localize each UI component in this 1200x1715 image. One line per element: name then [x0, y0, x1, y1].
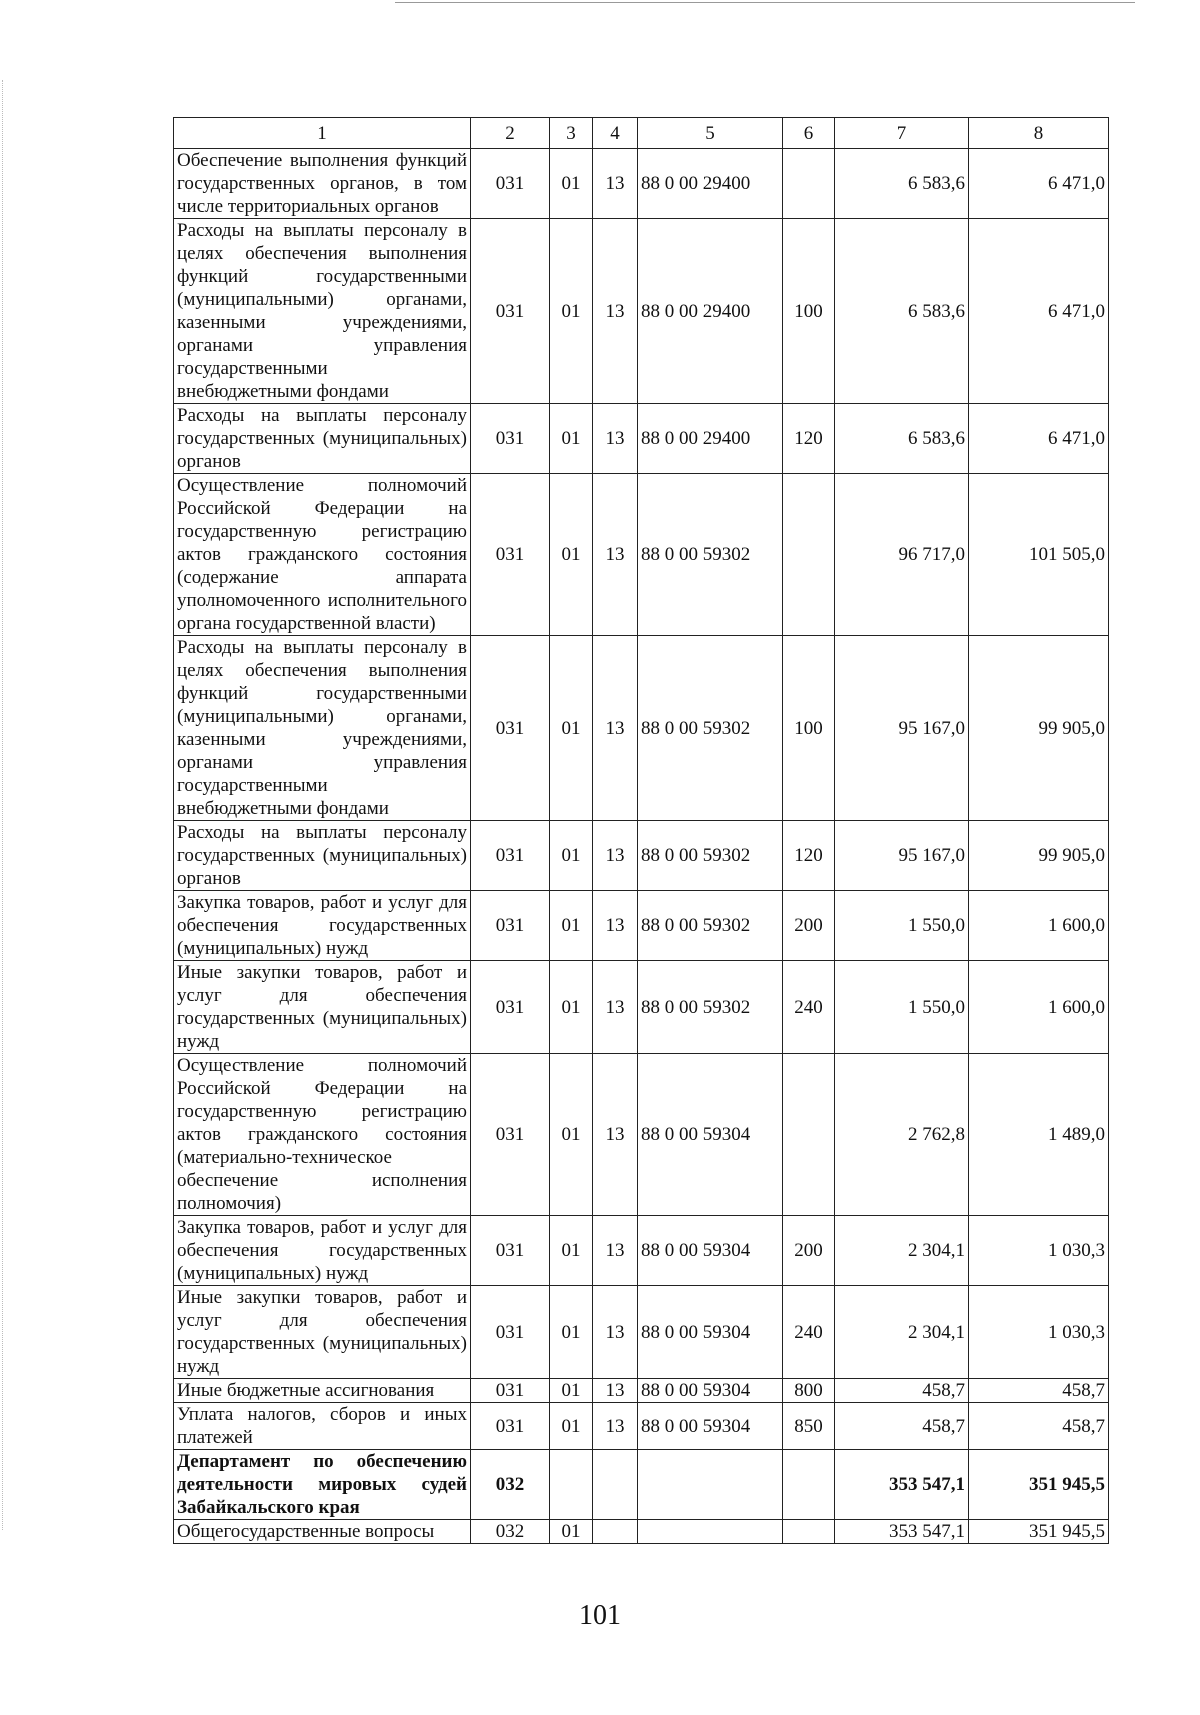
row-amount-year1: 458,7 — [835, 1379, 969, 1403]
row-subsection-code: 13 — [593, 404, 638, 474]
row-expense-type: 100 — [783, 636, 835, 821]
row-subsection-code: 13 — [593, 961, 638, 1054]
table-row — [174, 961, 1109, 1054]
row-amount-year1: 6 583,6 — [835, 404, 969, 474]
row-amount-year1: 2 304,1 — [835, 1216, 969, 1286]
row-subsection-code: 13 — [593, 1286, 638, 1379]
row-section-code: 01 — [550, 636, 593, 821]
row-expense-type — [783, 474, 835, 636]
table-body — [174, 149, 1109, 1544]
row-expense-type: 240 — [783, 961, 835, 1054]
row-section-code — [550, 1450, 593, 1520]
row-section-code: 01 — [550, 219, 593, 404]
header-col-1: 1 — [174, 118, 471, 149]
row-target-article: 88 0 00 59304 — [638, 1286, 783, 1379]
row-target-article: 88 0 00 59302 — [638, 891, 783, 961]
header-col-2: 2 — [471, 118, 550, 149]
table-row — [174, 821, 1109, 891]
row-admin-code: 031 — [471, 636, 550, 821]
row-target-article: 88 0 00 59302 — [638, 821, 783, 891]
row-section-code: 01 — [550, 1286, 593, 1379]
row-admin-code: 031 — [471, 474, 550, 636]
row-section-code: 01 — [550, 821, 593, 891]
row-target-article: 88 0 00 59302 — [638, 961, 783, 1054]
row-section-code: 01 — [550, 474, 593, 636]
row-target-article: 88 0 00 59304 — [638, 1379, 783, 1403]
row-admin-code: 031 — [471, 404, 550, 474]
row-amount-year1: 6 583,6 — [835, 149, 969, 219]
row-name-cell: Осуществление полномочий Российской Федерации на государственную регистрацию актов гражданского состояния (содержание аппарата уполномоченного исполнительного органа государственной власти) — [174, 474, 471, 636]
table-row — [174, 1054, 1109, 1216]
row-amount-year1: 458,7 — [835, 1403, 969, 1450]
row-name-cell: Общегосударственные вопросы — [174, 1520, 471, 1544]
row-expense-type: 200 — [783, 1216, 835, 1286]
header-col-8: 8 — [969, 118, 1109, 149]
row-amount-year1: 2 762,8 — [835, 1054, 969, 1216]
row-name-cell: Осуществление полномочий Российской Федерации на государственную регистрацию актов гражданского состояния (материально-техническое обеспечение исполнения полномочия) — [174, 1054, 471, 1216]
row-subsection-code — [593, 1450, 638, 1520]
row-target-article: 88 0 00 29400 — [638, 219, 783, 404]
row-name-cell: Департамент по обеспечению деятельности мировых судей Забайкальского края — [174, 1450, 471, 1520]
row-admin-code: 031 — [471, 219, 550, 404]
row-subsection-code: 13 — [593, 1379, 638, 1403]
row-target-article — [638, 1450, 783, 1520]
row-subsection-code: 13 — [593, 474, 638, 636]
row-subsection-code: 13 — [593, 219, 638, 404]
row-expense-type — [783, 1520, 835, 1544]
row-target-article: 88 0 00 59304 — [638, 1403, 783, 1450]
row-amount-year2: 351 945,5 — [969, 1520, 1109, 1544]
table-row — [174, 1379, 1109, 1403]
table-row — [174, 1286, 1109, 1379]
row-subsection-code: 13 — [593, 891, 638, 961]
row-amount-year1: 95 167,0 — [835, 821, 969, 891]
row-name-cell: Закупка товаров, работ и услуг для обеспечения государственных (муниципальных) нужд — [174, 1216, 471, 1286]
row-subsection-code: 13 — [593, 636, 638, 821]
table-row — [174, 1403, 1109, 1450]
row-expense-type: 200 — [783, 891, 835, 961]
row-name-cell: Расходы на выплаты персоналу в целях обеспечения выполнения функций государственными (муниципальными) органами, казенными учреждениями, органами управления государственными внебюджетными фондами — [174, 636, 471, 821]
row-expense-type — [783, 1054, 835, 1216]
row-amount-year2: 6 471,0 — [969, 149, 1109, 219]
row-expense-type: 850 — [783, 1403, 835, 1450]
row-amount-year2: 6 471,0 — [969, 404, 1109, 474]
budget-table — [173, 117, 1109, 1544]
row-name-cell: Иные бюджетные ассигнования — [174, 1379, 471, 1403]
table-row — [174, 149, 1109, 219]
table-row — [174, 1450, 1109, 1520]
row-name-cell: Уплата налогов, сборов и иных платежей — [174, 1403, 471, 1450]
row-admin-code: 032 — [471, 1450, 550, 1520]
row-amount-year2: 101 505,0 — [969, 474, 1109, 636]
row-admin-code: 031 — [471, 1216, 550, 1286]
header-col-6: 6 — [783, 118, 835, 149]
row-amount-year2: 99 905,0 — [969, 636, 1109, 821]
row-admin-code: 031 — [471, 1403, 550, 1450]
table-row — [174, 474, 1109, 636]
row-expense-type: 240 — [783, 1286, 835, 1379]
table-row — [174, 636, 1109, 821]
row-subsection-code — [593, 1520, 638, 1544]
page-number: 101 — [579, 1600, 621, 1631]
row-admin-code: 031 — [471, 1054, 550, 1216]
row-amount-year1: 1 550,0 — [835, 891, 969, 961]
table-row — [174, 1520, 1109, 1544]
scan-margin-mark — [2, 80, 3, 1530]
row-amount-year1: 353 547,1 — [835, 1520, 969, 1544]
row-amount-year1: 353 547,1 — [835, 1450, 969, 1520]
row-amount-year1: 96 717,0 — [835, 474, 969, 636]
row-expense-type: 100 — [783, 219, 835, 404]
row-admin-code: 031 — [471, 1379, 550, 1403]
row-name-cell: Иные закупки товаров, работ и услуг для обеспечения государственных (муниципальных) нужд — [174, 1286, 471, 1379]
table-row — [174, 219, 1109, 404]
header-col-7: 7 — [835, 118, 969, 149]
row-name-cell: Расходы на выплаты персоналу государственных (муниципальных) органов — [174, 821, 471, 891]
row-target-article: 88 0 00 59304 — [638, 1216, 783, 1286]
row-target-article: 88 0 00 29400 — [638, 404, 783, 474]
row-name-cell: Обеспечение выполнения функций государственных органов, в том числе территориальных органов — [174, 149, 471, 219]
row-amount-year2: 1 030,3 — [969, 1286, 1109, 1379]
row-admin-code: 032 — [471, 1520, 550, 1544]
row-amount-year2: 458,7 — [969, 1379, 1109, 1403]
row-section-code: 01 — [550, 1520, 593, 1544]
row-subsection-code: 13 — [593, 1403, 638, 1450]
row-amount-year2: 1 600,0 — [969, 961, 1109, 1054]
table-row — [174, 891, 1109, 961]
row-name-cell: Расходы на выплаты персоналу государственных (муниципальных) органов — [174, 404, 471, 474]
header-row — [174, 118, 1109, 149]
row-target-article: 88 0 00 29400 — [638, 149, 783, 219]
row-amount-year2: 1 600,0 — [969, 891, 1109, 961]
row-expense-type — [783, 149, 835, 219]
row-amount-year1: 2 304,1 — [835, 1286, 969, 1379]
row-subsection-code: 13 — [593, 1216, 638, 1286]
row-admin-code: 031 — [471, 891, 550, 961]
row-target-article: 88 0 00 59304 — [638, 1054, 783, 1216]
row-admin-code: 031 — [471, 961, 550, 1054]
row-section-code: 01 — [550, 149, 593, 219]
row-expense-type: 120 — [783, 821, 835, 891]
scan-edge-line — [395, 2, 1135, 3]
row-amount-year2: 99 905,0 — [969, 821, 1109, 891]
row-section-code: 01 — [550, 891, 593, 961]
row-expense-type — [783, 1450, 835, 1520]
row-section-code: 01 — [550, 961, 593, 1054]
row-section-code: 01 — [550, 1403, 593, 1450]
row-admin-code: 031 — [471, 149, 550, 219]
row-amount-year1: 6 583,6 — [835, 219, 969, 404]
row-amount-year2: 1 030,3 — [969, 1216, 1109, 1286]
row-amount-year2: 458,7 — [969, 1403, 1109, 1450]
row-section-code: 01 — [550, 1054, 593, 1216]
row-section-code: 01 — [550, 404, 593, 474]
row-admin-code: 031 — [471, 1286, 550, 1379]
row-target-article — [638, 1520, 783, 1544]
row-name-cell: Иные закупки товаров, работ и услуг для обеспечения государственных (муниципальных) нужд — [174, 961, 471, 1054]
row-section-code: 01 — [550, 1379, 593, 1403]
row-amount-year1: 1 550,0 — [835, 961, 969, 1054]
row-section-code: 01 — [550, 1216, 593, 1286]
row-subsection-code: 13 — [593, 1054, 638, 1216]
row-admin-code: 031 — [471, 821, 550, 891]
header-col-5: 5 — [638, 118, 783, 149]
row-amount-year2: 1 489,0 — [969, 1054, 1109, 1216]
row-subsection-code: 13 — [593, 821, 638, 891]
row-name-cell: Закупка товаров, работ и услуг для обеспечения государственных (муниципальных) нужд — [174, 891, 471, 961]
row-target-article: 88 0 00 59302 — [638, 474, 783, 636]
table-row — [174, 404, 1109, 474]
table-row — [174, 1216, 1109, 1286]
row-target-article: 88 0 00 59302 — [638, 636, 783, 821]
row-amount-year2: 351 945,5 — [969, 1450, 1109, 1520]
row-expense-type: 800 — [783, 1379, 835, 1403]
row-expense-type: 120 — [783, 404, 835, 474]
row-name-cell: Расходы на выплаты персоналу в целях обеспечения выполнения функций государственными (муниципальными) органами, казенными учреждениями, органами управления государственными внебюджетными фондами — [174, 219, 471, 404]
header-col-3: 3 — [550, 118, 593, 149]
row-amount-year2: 6 471,0 — [969, 219, 1109, 404]
row-subsection-code: 13 — [593, 149, 638, 219]
header-col-4: 4 — [593, 118, 638, 149]
row-amount-year1: 95 167,0 — [835, 636, 969, 821]
